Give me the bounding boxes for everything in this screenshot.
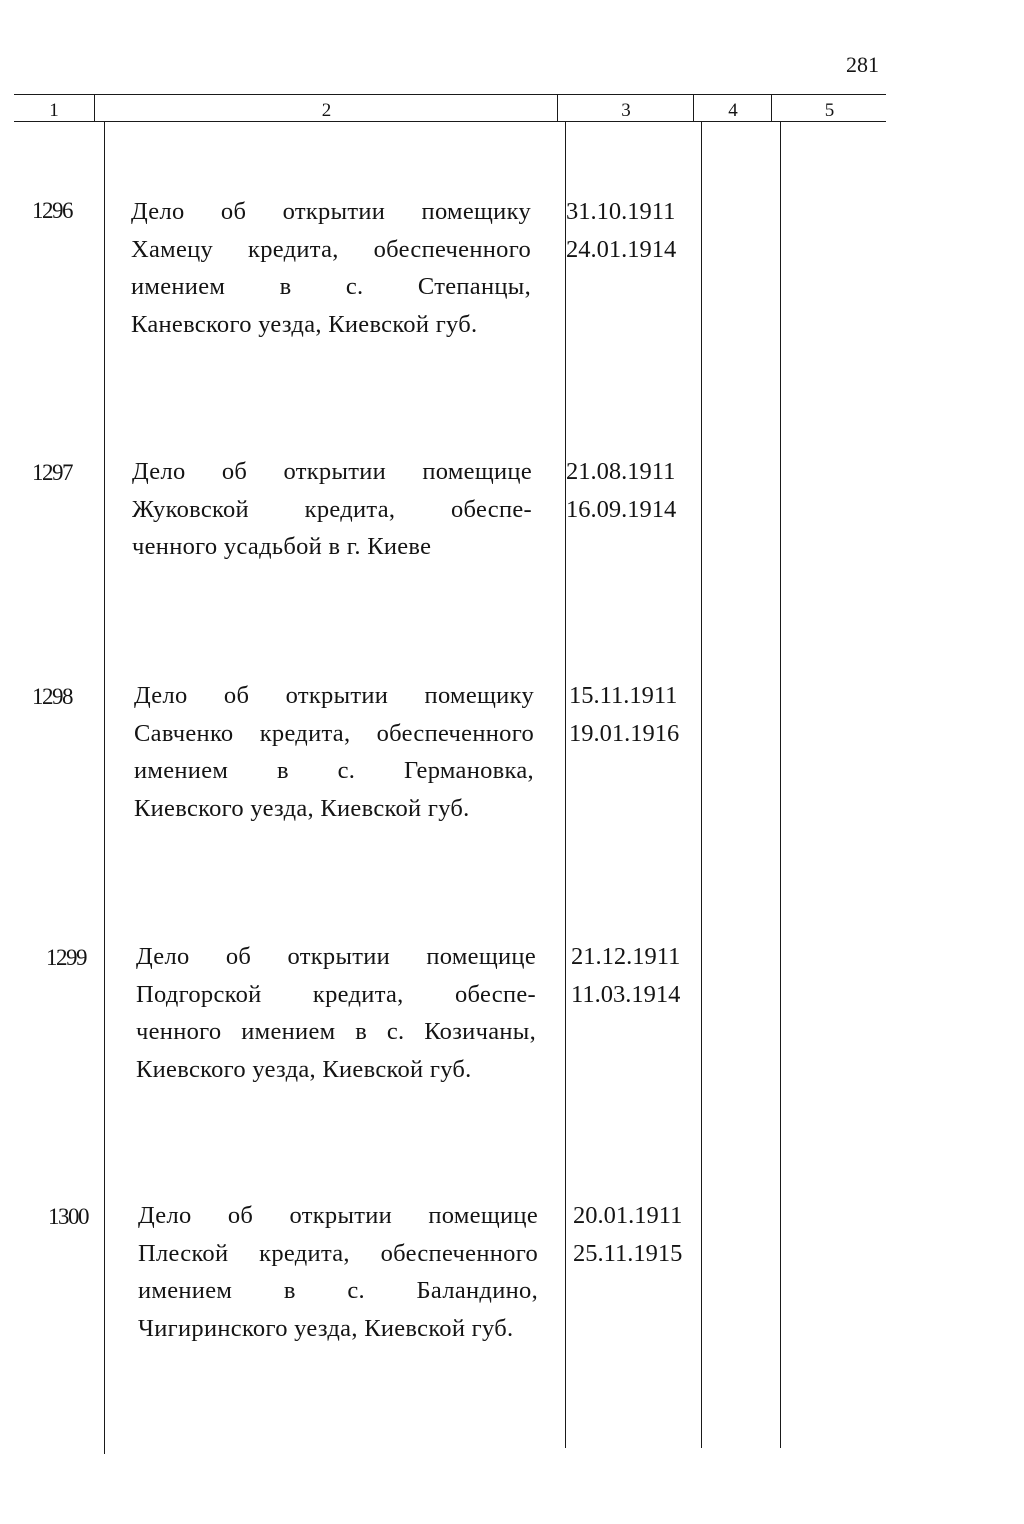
case-number: 1299 (46, 945, 86, 970)
case-number: 1300 (48, 1204, 88, 1229)
description-line: Дело об открытии помещице (138, 1202, 538, 1229)
description-line: Савченко кредита, обеспеченного (134, 719, 534, 747)
date-end: 16.09.1914 (566, 495, 677, 523)
page-number: 281 (846, 52, 879, 77)
case-description (136, 938, 536, 1088)
description-line: Подгорской кредита, обеспе- (136, 980, 536, 1008)
description-line: Киевского уезда, Киевской губ. (136, 1055, 472, 1083)
case-description (134, 677, 534, 827)
description-line: имением в с. Германовка, (134, 757, 534, 784)
date-end: 24.01.1914 (566, 235, 677, 263)
case-number: 1297 (32, 460, 72, 485)
case-description (138, 1197, 538, 1347)
column-header-3: 3 (621, 100, 631, 121)
description-line: ченного усадьбой в г. Киеве (132, 533, 432, 560)
case-dates (566, 453, 692, 528)
column-header-2: 2 (321, 100, 332, 121)
date-start: 21.08.1911 (566, 458, 676, 485)
description-line: Хамецу кредита, обеспеченного (131, 235, 531, 263)
date-start: 20.01.1911 (573, 1202, 683, 1229)
case-dates (573, 1197, 699, 1272)
column-divider-2 (557, 94, 558, 121)
column-divider-4-body (780, 121, 781, 1448)
description-line: Каневского уезда, Киевской губ. (131, 310, 478, 338)
description-line: Дело об открытии помещику (134, 682, 534, 709)
description-line: Киевского уезда, Киевской губ. (134, 794, 470, 822)
column-divider-1 (94, 94, 95, 121)
table-top-rule (14, 94, 886, 95)
case-dates (569, 677, 695, 752)
column-divider-2-body (565, 121, 566, 1448)
case-number: 1298 (32, 684, 72, 709)
case-description (132, 453, 532, 566)
description-line: Дело об открытии помещику (131, 198, 531, 225)
column-divider-1-body (104, 121, 105, 1454)
column-header-4: 4 (728, 100, 738, 121)
column-divider-3 (693, 94, 694, 121)
description-line: Жуковской кредита, обеспе- (132, 495, 532, 523)
case-description (131, 193, 531, 343)
date-end: 19.01.1916 (569, 719, 680, 747)
description-line: Дело об открытии помещице (132, 458, 532, 485)
date-start: 31.10.1911 (566, 198, 676, 225)
column-header-1: 1 (49, 100, 59, 121)
description-line: Чигиринского уезда, Киевской губ. (138, 1314, 514, 1342)
date-end: 25.11.1915 (573, 1239, 683, 1267)
description-line: Плеской кредита, обеспеченного (138, 1239, 538, 1267)
date-start: 21.12.1911 (571, 943, 681, 970)
description-line: имением в с. Степанцы, (131, 273, 531, 300)
date-end: 11.03.1914 (571, 980, 681, 1008)
case-dates (566, 193, 692, 268)
column-divider-4 (771, 94, 772, 121)
column-divider-3-body (701, 121, 702, 1448)
date-start: 15.11.1911 (569, 682, 678, 709)
description-line: имением в с. Баландино, (138, 1277, 538, 1304)
column-header-5: 5 (824, 100, 835, 121)
case-number: 1296 (32, 198, 72, 223)
case-dates (571, 938, 697, 1013)
description-line: ченного имением в с. Козичаны, (136, 1018, 536, 1045)
description-line: Дело об открытии помещице (136, 943, 536, 970)
